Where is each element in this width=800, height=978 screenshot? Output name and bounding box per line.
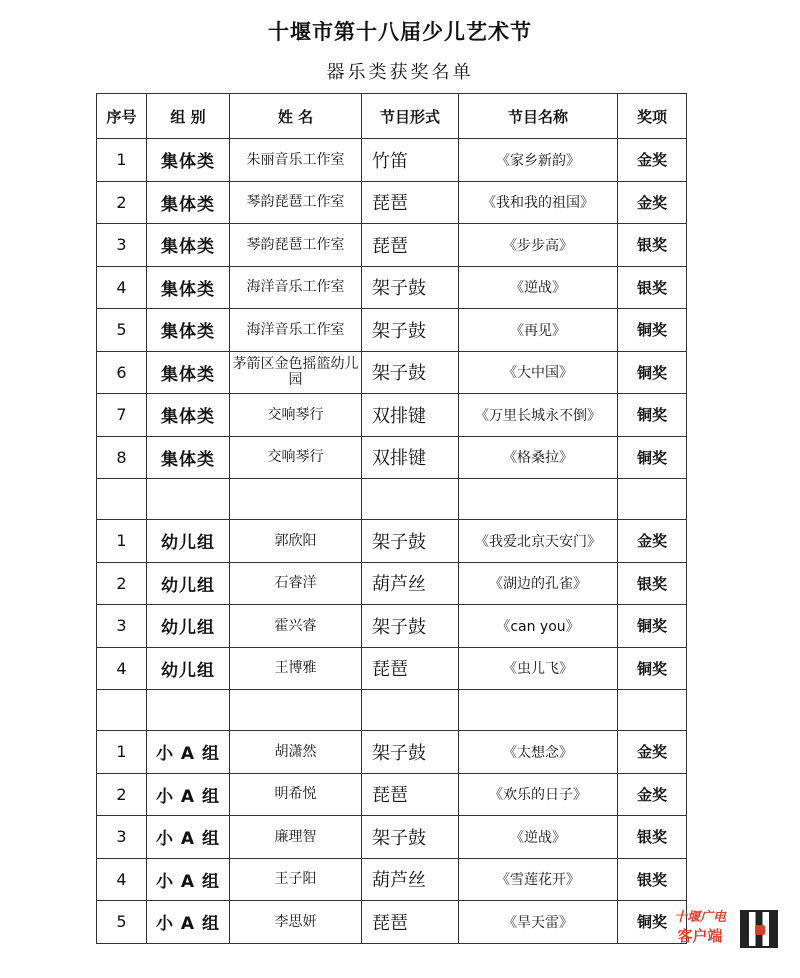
cell-form: 双排键 <box>362 436 459 479</box>
cell-number: 1 <box>97 520 147 563</box>
cell-title: 《格桑拉》 <box>459 436 618 479</box>
cell-title: 《太想念》 <box>459 731 618 774</box>
empty-cell <box>459 479 618 520</box>
cell-title: 《大中国》 <box>459 351 618 394</box>
cell-number: 2 <box>97 181 147 224</box>
table-row <box>97 181 687 224</box>
cell-title: 《万里长城永不倒》 <box>459 394 618 437</box>
cell-group: 集体类 <box>147 266 230 309</box>
cell-form: 葫芦丝 <box>362 562 459 605</box>
cell-group: 幼儿组 <box>147 605 230 648</box>
cell-group: 幼儿组 <box>147 647 230 690</box>
table-row <box>97 562 687 605</box>
cell-number: 4 <box>97 647 147 690</box>
empty-cell <box>618 690 687 731</box>
table-spacer-row <box>97 479 687 520</box>
page-subtitle: 器乐类获奖名单 <box>326 62 474 83</box>
table-row <box>97 731 687 774</box>
cell-number: 2 <box>97 562 147 605</box>
empty-cell <box>230 690 362 731</box>
cell-title: 《步步高》 <box>459 224 618 267</box>
table-row <box>97 351 687 394</box>
table-row <box>97 139 687 182</box>
cell-number: 8 <box>97 436 147 479</box>
table-row <box>97 436 687 479</box>
cell-form: 琵琶 <box>362 224 459 267</box>
cell-number: 6 <box>97 351 147 394</box>
page-title: 十堰市第十八届少儿艺术节 <box>268 20 532 44</box>
watermark-line2: 客户端 <box>677 927 723 945</box>
cell-award: 金奖 <box>618 181 687 224</box>
cell-group: 集体类 <box>147 309 230 352</box>
cell-name: 海洋音乐工作室 <box>230 309 362 352</box>
cell-name: 茅箭区金色摇篮幼儿园 <box>230 351 362 394</box>
watermark-line1: 十堰广电 <box>673 910 726 925</box>
cell-group: 集体类 <box>147 224 230 267</box>
cell-name: 朱丽音乐工作室 <box>230 139 362 182</box>
cell-form: 琵琶 <box>362 647 459 690</box>
cell-name: 廉理智 <box>230 816 362 859</box>
cell-name: 郭欣阳 <box>230 520 362 563</box>
cell-award: 铜奖 <box>618 394 687 437</box>
table-row <box>97 266 687 309</box>
cell-number: 3 <box>97 816 147 859</box>
cell-name: 霍兴睿 <box>230 605 362 648</box>
cell-title: 《can you》 <box>459 605 618 648</box>
cell-form: 琵琶 <box>362 901 459 944</box>
cell-group: 集体类 <box>147 436 230 479</box>
cell-number: 3 <box>97 224 147 267</box>
watermark-logo <box>664 910 736 950</box>
table-row <box>97 901 687 944</box>
header-name: 姓 名 <box>230 94 362 139</box>
cell-name: 胡潇然 <box>230 731 362 774</box>
cell-form: 架子鼓 <box>362 309 459 352</box>
cell-name: 王子阳 <box>230 858 362 901</box>
cell-group: 小 A 组 <box>147 901 230 944</box>
table-row <box>97 224 687 267</box>
header-form: 节目形式 <box>362 94 459 139</box>
header-number: 序号 <box>97 94 147 139</box>
cell-number: 7 <box>97 394 147 437</box>
cell-title: 《逆战》 <box>459 816 618 859</box>
cell-number: 5 <box>97 901 147 944</box>
cell-group: 集体类 <box>147 351 230 394</box>
cell-form: 琵琶 <box>362 181 459 224</box>
cell-title: 《湖边的孔雀》 <box>459 562 618 605</box>
cell-form: 琵琶 <box>362 773 459 816</box>
cell-group: 集体类 <box>147 394 230 437</box>
cell-form: 架子鼓 <box>362 731 459 774</box>
qr-code-icon <box>740 910 778 948</box>
empty-cell <box>362 479 459 520</box>
table-spacer-row <box>97 690 687 731</box>
cell-name: 王博雅 <box>230 647 362 690</box>
cell-number: 4 <box>97 858 147 901</box>
cell-form: 架子鼓 <box>362 266 459 309</box>
awards-table <box>96 93 687 944</box>
cell-number: 2 <box>97 773 147 816</box>
cell-number: 3 <box>97 605 147 648</box>
cell-title: 《旱天雷》 <box>459 901 618 944</box>
header-group: 组 别 <box>147 94 230 139</box>
cell-form: 架子鼓 <box>362 520 459 563</box>
table-row <box>97 647 687 690</box>
header-title: 节目名称 <box>459 94 618 139</box>
cell-award: 金奖 <box>618 139 687 182</box>
cell-form: 架子鼓 <box>362 351 459 394</box>
cell-title: 《再见》 <box>459 309 618 352</box>
cell-name: 琴韵琵琶工作室 <box>230 224 362 267</box>
cell-number: 1 <box>97 731 147 774</box>
cell-award: 铜奖 <box>618 309 687 352</box>
cell-award: 金奖 <box>618 773 687 816</box>
cell-title: 《我和我的祖国》 <box>459 181 618 224</box>
empty-cell <box>618 479 687 520</box>
header-award: 奖项 <box>618 94 687 139</box>
cell-award: 银奖 <box>618 858 687 901</box>
cell-award: 铜奖 <box>618 901 687 944</box>
empty-cell <box>362 690 459 731</box>
empty-cell <box>230 479 362 520</box>
cell-group: 幼儿组 <box>147 562 230 605</box>
cell-form: 竹笛 <box>362 139 459 182</box>
cell-name: 琴韵琵琶工作室 <box>230 181 362 224</box>
cell-name: 交响琴行 <box>230 436 362 479</box>
table-row <box>97 309 687 352</box>
table-row <box>97 773 687 816</box>
cell-title: 《雪莲花开》 <box>459 858 618 901</box>
cell-award: 金奖 <box>618 731 687 774</box>
cell-group: 集体类 <box>147 181 230 224</box>
cell-award: 银奖 <box>618 224 687 267</box>
cell-group: 集体类 <box>147 139 230 182</box>
cell-form: 葫芦丝 <box>362 858 459 901</box>
table-row <box>97 394 687 437</box>
qr-center-mark <box>755 925 765 935</box>
cell-award: 银奖 <box>618 562 687 605</box>
table-row <box>97 816 687 859</box>
cell-name: 明希悦 <box>230 773 362 816</box>
empty-cell <box>97 690 147 731</box>
cell-award: 铜奖 <box>618 351 687 394</box>
cell-title: 《逆战》 <box>459 266 618 309</box>
cell-name: 交响琴行 <box>230 394 362 437</box>
cell-title: 《我爱北京天安门》 <box>459 520 618 563</box>
cell-group: 小 A 组 <box>147 858 230 901</box>
empty-cell <box>147 479 230 520</box>
cell-award: 铜奖 <box>618 605 687 648</box>
table-row <box>97 520 687 563</box>
table-row <box>97 858 687 901</box>
cell-award: 铜奖 <box>618 647 687 690</box>
cell-award: 银奖 <box>618 266 687 309</box>
cell-form: 架子鼓 <box>362 605 459 648</box>
cell-title: 《家乡新韵》 <box>459 139 618 182</box>
cell-title: 《虫儿飞》 <box>459 647 618 690</box>
cell-number: 1 <box>97 139 147 182</box>
cell-number: 5 <box>97 309 147 352</box>
cell-name: 李思妍 <box>230 901 362 944</box>
cell-award: 铜奖 <box>618 436 687 479</box>
table-header-row <box>97 94 687 139</box>
cell-form: 架子鼓 <box>362 816 459 859</box>
table-row <box>97 605 687 648</box>
cell-name: 石睿洋 <box>230 562 362 605</box>
cell-award: 金奖 <box>618 520 687 563</box>
empty-cell <box>97 479 147 520</box>
cell-group: 幼儿组 <box>147 520 230 563</box>
empty-cell <box>147 690 230 731</box>
cell-name: 海洋音乐工作室 <box>230 266 362 309</box>
empty-cell <box>459 690 618 731</box>
cell-group: 小 A 组 <box>147 731 230 774</box>
cell-form: 双排键 <box>362 394 459 437</box>
cell-title: 《欢乐的日子》 <box>459 773 618 816</box>
cell-group: 小 A 组 <box>147 816 230 859</box>
cell-award: 银奖 <box>618 816 687 859</box>
cell-group: 小 A 组 <box>147 773 230 816</box>
table-body <box>97 139 687 944</box>
cell-number: 4 <box>97 266 147 309</box>
